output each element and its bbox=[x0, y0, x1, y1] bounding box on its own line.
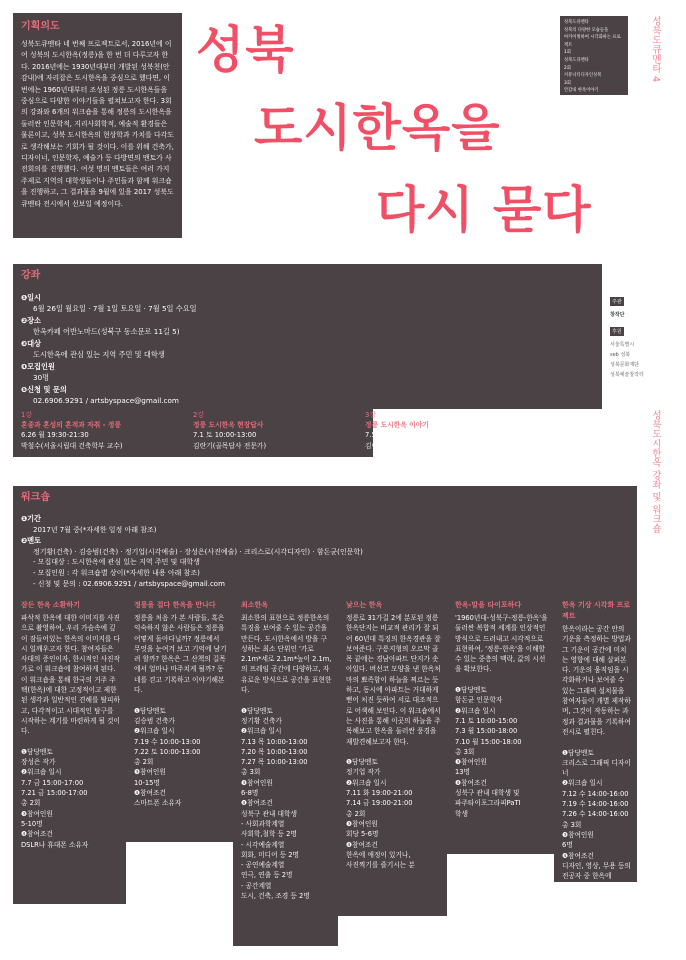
sponsor-list bbox=[610, 340, 670, 380]
lecture-session bbox=[21, 410, 191, 451]
lecture-item bbox=[21, 316, 594, 337]
session-title: 정릉 도시한옥 현장답사 bbox=[193, 421, 264, 429]
workshop-column-body: 한옥이라는 공간 안의 기운을 측정하는 방법과 그 기운이 공간에 미치는 영향에 대해 살펴본다. 기운의 움직임을 시각화하거나 보여줄 수 있는 그래픽 설치물을 참여자들이 개별 제작하며, 그것이 작동하는 과정과 결과물을 기록하여 전시로 펼친다. ❶담당멘토 크리스로 그래픽 디자이너 ❷워크숍 일시 7.12 수 14:00-16:00 7.19 수 14:00-16:00 7.26 수 14:00-16:00 총 3회 ❸참여인원 6명 ❹참여조건 디자인, 영상, 무용 등의 전공자 중 한옥에 관심있는 대학생 및 대학원생 bbox=[562, 625, 631, 901]
side-box-lines bbox=[564, 19, 624, 95]
documenta-side-box bbox=[560, 16, 628, 95]
workshop-column-body: '1960년대-성북구-정릉-한옥'을 둘러싼 복합적 세계를 인상적인 방식으로 드러내고 시각적으로 표현하여, '정릉-한옥'을 이해할 수 있는 중층의 맥락, 값의 시선을 확보한다. ❶담당멘토 함돈균 인문학자 ❷워크숍 일시 7.1 토 10:00-15:00 7.3 월 15:00-18:00 7.10 월 15:00-18:00 총 3회 ❸참여인원 13명 ❹참여조건 성북구 관내 대학생 및 파주타이포그라피PaTI 학생 bbox=[455, 614, 548, 818]
side-box-line: 3회 bbox=[564, 80, 571, 86]
title-line-3: 다시 묻다 bbox=[376, 181, 592, 239]
title-line-2: 도시한옥을 bbox=[254, 99, 501, 157]
lecture-heading: 강좌 bbox=[21, 270, 41, 281]
workshop-heading: 워크숍 bbox=[21, 492, 50, 503]
session-number: 3강 bbox=[365, 411, 376, 419]
side-box-line: 성북도큐멘타 bbox=[564, 20, 589, 25]
workshop-column-body: 최소한의 표현으로 정릉한옥의 특징을 보여줄 수 있는 공간을 만든다. 도시한옥에서 방을 구성하는 최소 단위인 '가로 2.1m*세로 2.1m*높이 2.1m,의 프레임 공간에 다양하고, 자유로운 방식으로 공간을 표현한다. ❶담당멘토 정기황 건축가 ❷워크숍 일시 7.13 목 10:00-13:00 7.20 목 10:00-13:00 7.27 목 10:00-13:00 총 3회 ❸참여인원 6-8명 ❹참여조건 성북구 관내 대학생 - 사회과학계열 사회학,철학 등 2명 - 시각예술계열 회화, 미디어 등 2명 - 공연예술계열 연극, 연출 등 2명 - 공간계열 도시, 건축, 조경 등 2명 bbox=[241, 614, 332, 901]
workshop-column-title: 잠든 한옥 소환하기 bbox=[21, 601, 80, 609]
session-title: 혼종과 혼성의 흔적과 자취 - 정릉 bbox=[21, 421, 122, 429]
workshop-column-body: 정릉로 31가길 2에 분포된 정릉 한옥단지는 비교적 관리가 잘 되어 60년대 특징의 한옥경관을 잘 보여준다. 구릉지형의 오르막 골목 끝에는 경남아파트 단지가 솟아있다. 버선코 모양을 낸 한옥처마의 뾰족함이 하늘을 찌르는 듯하고, 동시에 아파트는 거대하게 뻗어 처진 듯하여 서로 대조적으로 어색해 보인다. 이 워크숍에서는 사진을 통해 이곳의 하늘을 주목해보고 한옥을 둘러싼 풍경을 재발견해보고자 한다. ❶담당멘토 정기업 작가 ❷워크숍 일시 7.11 화 19:00-21:00 7.14 금 19:00-21:00 총 2회 ❸참여인원 회당 5-6명 ❹참여조건 한옥에 애정이 있거나, 사진찍기를 즐기시는 분 bbox=[346, 614, 441, 870]
workshop-column bbox=[126, 596, 233, 842]
workshop-column-body: 파삭적 한옥에 대한 이미지를 사진으로 촬영하여, 우리 가슴속에 깊이 잠들어있는 한옥의 이미지를 다시 일깨우고자 한다. 참여자들은 사대의 증인이자, 한시적인 사진작가로 이 워크숍에 참여하게 된다. 이 워크숍을 통해 한국의 거주 주택(한옥)에 대한 고정적이고 제한된 생각과 일반적인 견해를 탈피하고, 다각적이고 시대적인 탐구를 시작하는 계기를 마련하게 될 것이다. ❶담당멘토 장성은 작가 ❷워크숍 일시 7.7 금 15:00-17:00 7.21 금 15:00-17:00 총 2회 ❸참여인원 5-10명 ❹참여조건 DSLR나 휴대폰 소유자 bbox=[21, 614, 120, 849]
lecture-item bbox=[21, 362, 594, 383]
session-time: 6.26 월 19:30-21:30 bbox=[21, 431, 89, 439]
lecture-item-label: ❸대상 bbox=[21, 339, 41, 348]
session-lecturer: 박철수(서울시립대 건축학부 교수) bbox=[21, 441, 123, 450]
session-lecturer: 김란기(골목답사 전문가) bbox=[193, 441, 267, 450]
side-box-line: 아카이빙하여 시각화하는 프로젝트 bbox=[564, 35, 621, 48]
workshop-item-label: ❶기간 bbox=[21, 514, 41, 523]
session-time: 7.1 토 10:00-13:00 bbox=[193, 431, 257, 439]
workshop-item bbox=[21, 536, 629, 589]
workshop-column-title: 낯으는 한옥 bbox=[346, 601, 383, 609]
lecture-item bbox=[21, 339, 594, 360]
host-name: 창작단 bbox=[610, 312, 625, 318]
lecture-session bbox=[365, 410, 535, 451]
workshop-column-body: 정릉을 처음 가 본 사람들, 혹은 익숙하지 않은 사람들은 정릉을 어떻게 돌아다닐까? 정릉에서 무엇을 눈여겨 보고 기억에 남기려 할까? 한옥은 그 산책의 길목에서 얼마나 마주치게 될까? 동네를 걷고 기록하고 이야기해본다. ❶담당멘토 김승범 건축가 ❷워크숍 일시 7.19 수 10:00-13:00 7.22 토 10:00-13:00 총 2회 ❸참여인원 10-15명 ❹참여조건 스마트폰 소유자 bbox=[134, 614, 227, 808]
lecture-item-label: ❺신청 및 문의 bbox=[21, 385, 67, 394]
workshop-item-line: 정기황(건축) · 김승범(건축) · 정기업(시각예술) · 장성은(사진예술) · 크리스로(시각디자인) · 함돈균(인문학) bbox=[33, 547, 363, 556]
sponsor-logo: 성북예술창작터 bbox=[610, 372, 644, 378]
workshop-column bbox=[447, 596, 554, 854]
sponsor-logo: 서울특별시 bbox=[610, 342, 635, 348]
intro-block bbox=[13, 13, 182, 238]
lecture-item-value: 02.6906.9291 / artsbyspace@gmail.com bbox=[33, 395, 179, 405]
workshop-items bbox=[21, 514, 629, 590]
side-box-line: 2회 bbox=[564, 65, 571, 71]
session-number: 2강 bbox=[193, 411, 204, 419]
lecture-session bbox=[193, 410, 363, 451]
vertical-title-bottom: 성북도시한옥 강좌 및 워크숍 bbox=[650, 410, 661, 534]
workshop-item-line: 2017년 7월 중(*자세한 일정 아래 참조) bbox=[33, 525, 157, 534]
lecture-block bbox=[13, 264, 602, 409]
workshop-column bbox=[338, 596, 447, 916]
session-time: 7.5 수 19:30-21:30 bbox=[365, 431, 429, 439]
sponsor-logo: 성북문화재단 bbox=[610, 362, 639, 368]
credits bbox=[610, 288, 670, 380]
lecture-item-value: 6월 26일 월요일 · 7월 1일 토요일 · 7월 5일 수요일 bbox=[33, 303, 197, 313]
workshop-item bbox=[21, 514, 629, 535]
session-lecturer: 김란기(골목답사 전문가) bbox=[365, 441, 439, 450]
lecture-sessions bbox=[21, 410, 439, 456]
vertical-title-top: 성북도큐멘타 4 bbox=[650, 16, 661, 83]
session-number: 1강 bbox=[21, 411, 32, 419]
workshop-item-line: - 모집인원 : 각 워크숍별 상이(*자세한 내용 아래 참조) bbox=[33, 569, 200, 578]
workshop-column bbox=[554, 596, 637, 901]
side-box-line: 1회 bbox=[564, 50, 571, 56]
workshop-item-line: - 모집대상 : 도시한옥에 관심 있는 지역 주민 및 대학생 bbox=[33, 558, 200, 567]
workshop-column-title: 정릉을 걸다 한옥을 만나다 bbox=[134, 601, 216, 609]
lecture-item-value: 도시한옥에 관심 있는 지역 주민 및 대학생 bbox=[33, 349, 165, 359]
sponsor-logo: seb 성북 bbox=[610, 352, 631, 358]
lecture-item-label: ❷장소 bbox=[21, 316, 41, 325]
lecture-item bbox=[21, 293, 594, 314]
lecture-item-value: 30명 bbox=[33, 372, 50, 382]
workshop-column-title: 최소한옥 bbox=[241, 601, 269, 609]
lecture-items bbox=[21, 293, 594, 406]
workshop-item-line: - 신청 및 문의 : 02.6906.9291 / artsbyspace@gmail.com bbox=[33, 579, 225, 588]
workshop-column bbox=[233, 596, 338, 946]
session-title: 정릉 도시한옥 이야기 bbox=[365, 421, 429, 429]
workshop-column-title: 한옥 기상 시각화 프로젝트 bbox=[562, 601, 631, 620]
host-label: 주관 bbox=[612, 299, 622, 305]
lecture-item-label: ❶일시 bbox=[21, 293, 41, 302]
lecture-item bbox=[21, 385, 594, 406]
intro-body: 성북도큐멘타 네 번째 프로젝트로서, 2016년에 이어 성북의 도시한옥(정릉)을 한 번 더 다루고자 한다. 2016년에는 1930년대부터 개발된 성북천(안감내)에 자리잡은 도시한옥을 중심으로 했다면, 이번에는 1960년대부터 조성된 정릉 도시한옥들을 중심으로 다양한 이야기들을 펼쳐보고자 한다. 3회의 강좌와 6개의 워크숍을 통해 정릉의 도시한옥을 둘러싼 인문학적, 지리사회학적, 예술적 환경들은 물론이고, 성북 도시한옥의 현상학과 가치를 다각도로 생각해보는 기회가 될 것이다. 이를 위해 건축가, 디자이너, 인문학자, 예술가 등 다방면의 멘토가 사전회의를 진행했다. 여섯 명의 멘토들은 여러 가지 주제로 지역의 대학생들이나 주민들과 함께 워크숍을 진행하고, 그 결과물을 9월에 있을 2017 성북도큐멘타 전시에서 선보일 예정이다. bbox=[21, 40, 174, 208]
workshop-block bbox=[13, 486, 637, 596]
side-box-line: 안감내 한옥이야기 bbox=[564, 88, 599, 94]
side-box-line: 성북의 다양한 모습들을 bbox=[564, 27, 609, 33]
lecture-item-value: 한옥카페 어반노마드(성북구 동소문로 11길 5) bbox=[33, 326, 180, 336]
workshop-column bbox=[13, 596, 126, 904]
workshop-item-label: ❷멘토 bbox=[21, 536, 41, 546]
lecture-item-label: ❹모집인원 bbox=[21, 362, 55, 371]
title-line-1: 성북 bbox=[196, 21, 295, 79]
intro-heading: 기획의도 bbox=[21, 21, 60, 32]
side-box-line: 커뮤니티디자인성북 bbox=[564, 73, 602, 79]
side-box-line: 성북도큐멘타 bbox=[564, 57, 589, 63]
sponsor-label: 후원 bbox=[612, 329, 622, 335]
workshop-column-title: 한옥-말을 타이포하다 bbox=[455, 601, 522, 609]
